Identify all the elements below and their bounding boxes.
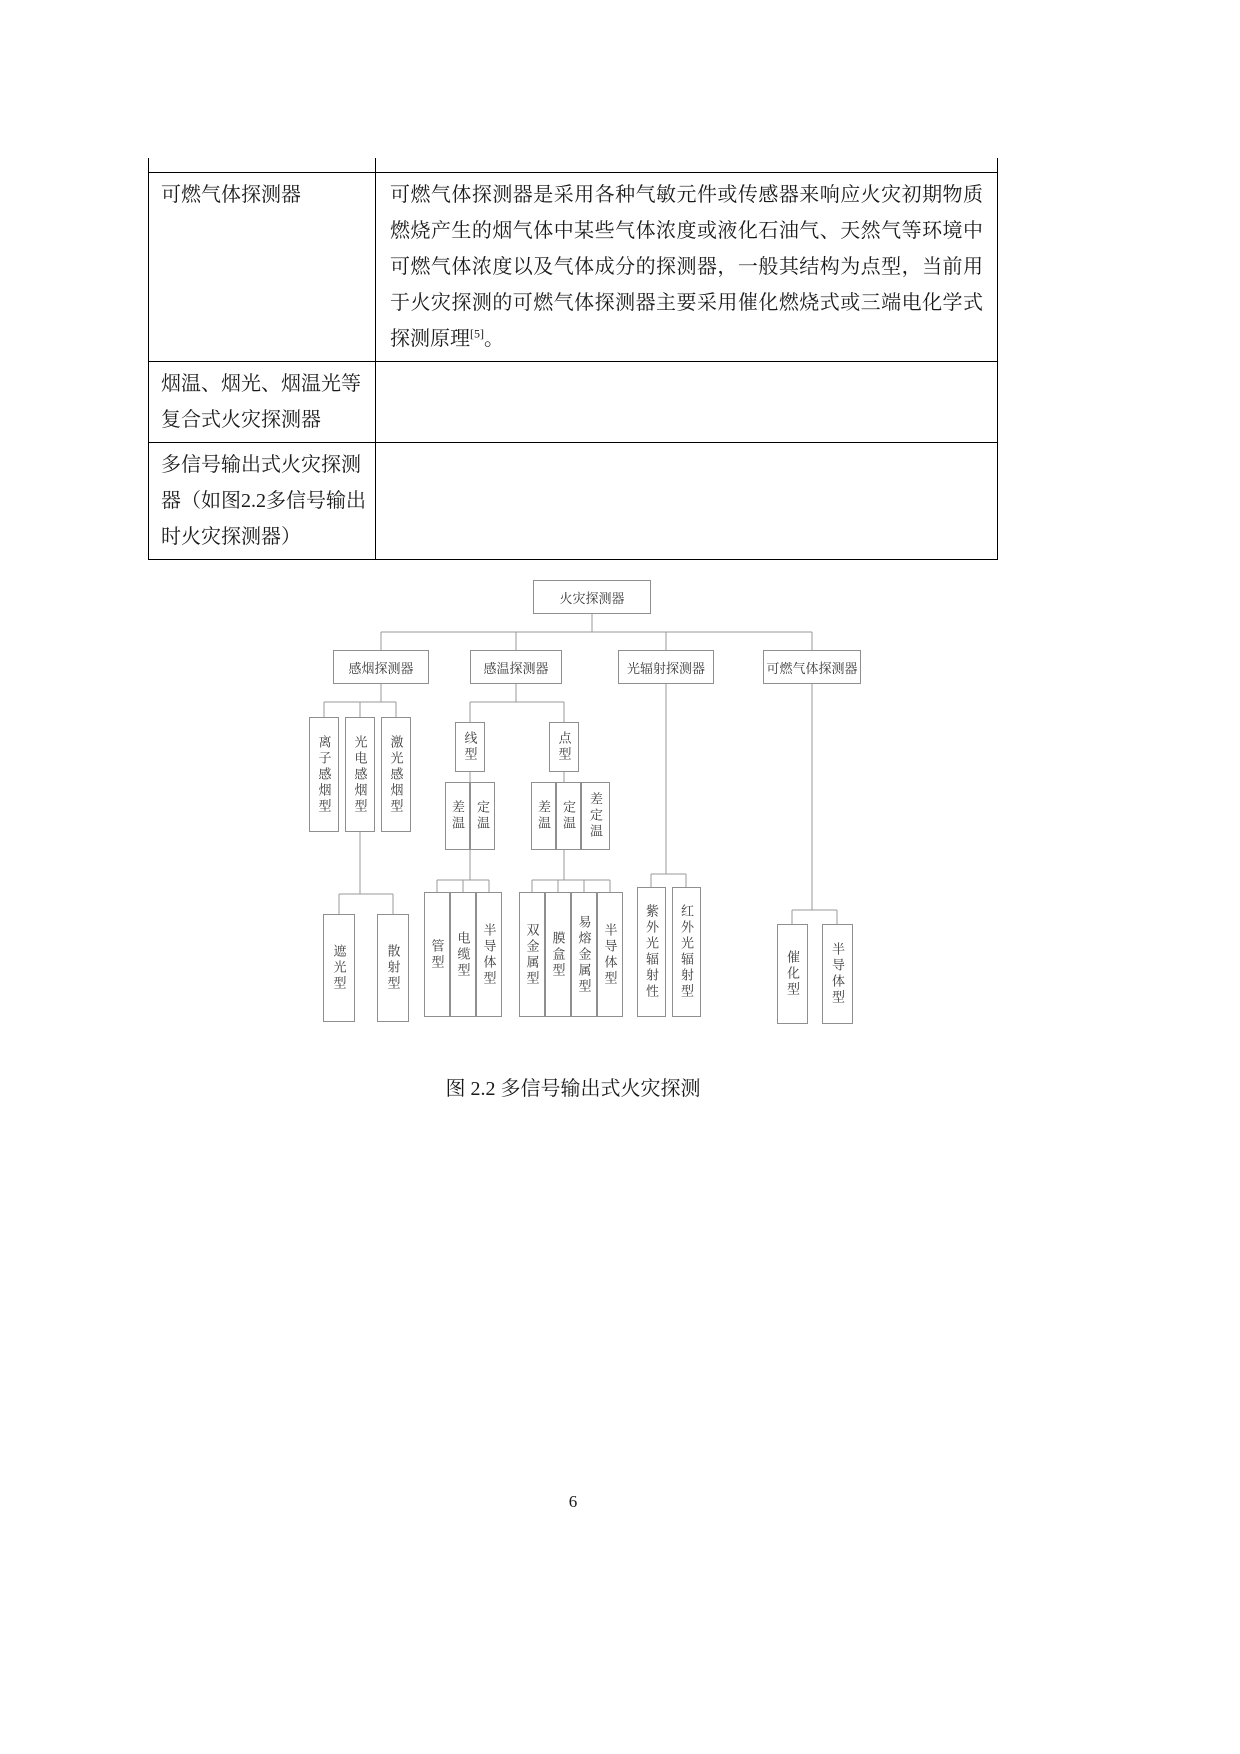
- node-semiconductor-gas-type: 半导体型: [822, 924, 853, 1024]
- node-heat-detector: 感温探测器: [470, 650, 562, 684]
- term-cell: 烟温、烟光、烟温光等复合式火灾探测器: [149, 361, 376, 442]
- definition-cell: [376, 361, 998, 442]
- table-row: [149, 172, 998, 361]
- node-line-rate-of-rise: 差温: [445, 782, 470, 850]
- definition-cell: [376, 442, 998, 559]
- node-semiconductor-line-type: 半导体型: [476, 892, 502, 1017]
- node-ultraviolet-radiation-type: 紫外光辐射性: [637, 887, 666, 1017]
- node-catalytic-type: 催化型: [777, 924, 808, 1024]
- detector-definition-table: [148, 158, 998, 560]
- term-cell: 多信号输出式火灾探测器（如图2.2多信号输出时火灾探测器）: [149, 442, 376, 559]
- figure-caption: 图 2.2 多信号输出式火灾探测: [445, 1078, 701, 1100]
- term-cell: [149, 158, 376, 172]
- node-tube-type: 管型: [424, 892, 450, 1017]
- node-fire-detector-root: 火灾探测器: [533, 580, 651, 614]
- figure-2-2-diagram: [150, 562, 1090, 1042]
- node-line-fixed-temp: 定温: [470, 782, 495, 850]
- node-light-radiation-detector: 光辐射探测器: [618, 650, 714, 684]
- node-infrared-radiation-type: 红外光辐射型: [672, 887, 701, 1017]
- table-row: [149, 361, 998, 442]
- node-point-rate-of-rise: 差温: [531, 782, 556, 850]
- node-combustible-gas-detector: 可燃气体探测器: [763, 650, 861, 684]
- definition-cell: [376, 172, 998, 361]
- definition-text: 可燃气体探测器是采用各种气敏元件或传感器来响应火灾初期物质燃烧产生的烟气体中某些气体浓度或液化石油气、天然气等环境中可燃气体浓度以及气体成分的探测器，一般其结构为点型，当前用于火灾探测的可燃气体探测器主要采用催化燃烧式或三端电化学式探测原理: [390, 183, 983, 350]
- node-cable-type: 电缆型: [450, 892, 476, 1017]
- node-point-type: 点型: [549, 722, 579, 772]
- node-semiconductor-point-type: 半导体型: [597, 892, 623, 1017]
- node-light-obscuration-type: 遮光型: [323, 914, 355, 1022]
- node-ionization-smoke-type: 离子感烟型: [309, 717, 339, 832]
- page-number: 6: [568, 1492, 578, 1511]
- citation-ref: [5]: [470, 325, 484, 340]
- node-point-fixed-temp: 定温: [556, 782, 581, 850]
- node-smoke-detector: 感烟探测器: [333, 650, 429, 684]
- node-point-combined-temp: 差定温: [581, 782, 610, 850]
- node-line-type: 线型: [455, 722, 485, 772]
- node-laser-smoke-type: 激光感烟型: [381, 717, 411, 832]
- node-membrane-box-type: 膜盒型: [545, 892, 571, 1017]
- table-row-continuation: [149, 158, 998, 172]
- definition-cell: [376, 158, 998, 172]
- table-row: [149, 442, 998, 559]
- definition-period: 。: [484, 327, 504, 350]
- node-light-scattering-type: 散射型: [377, 914, 409, 1022]
- term-cell: 可燃气体探测器: [149, 172, 376, 361]
- node-fusible-metal-type: 易熔金属型: [571, 892, 597, 1017]
- node-bimetal-type: 双金属型: [519, 892, 545, 1017]
- node-photoelectric-smoke-type: 光电感烟型: [345, 717, 375, 832]
